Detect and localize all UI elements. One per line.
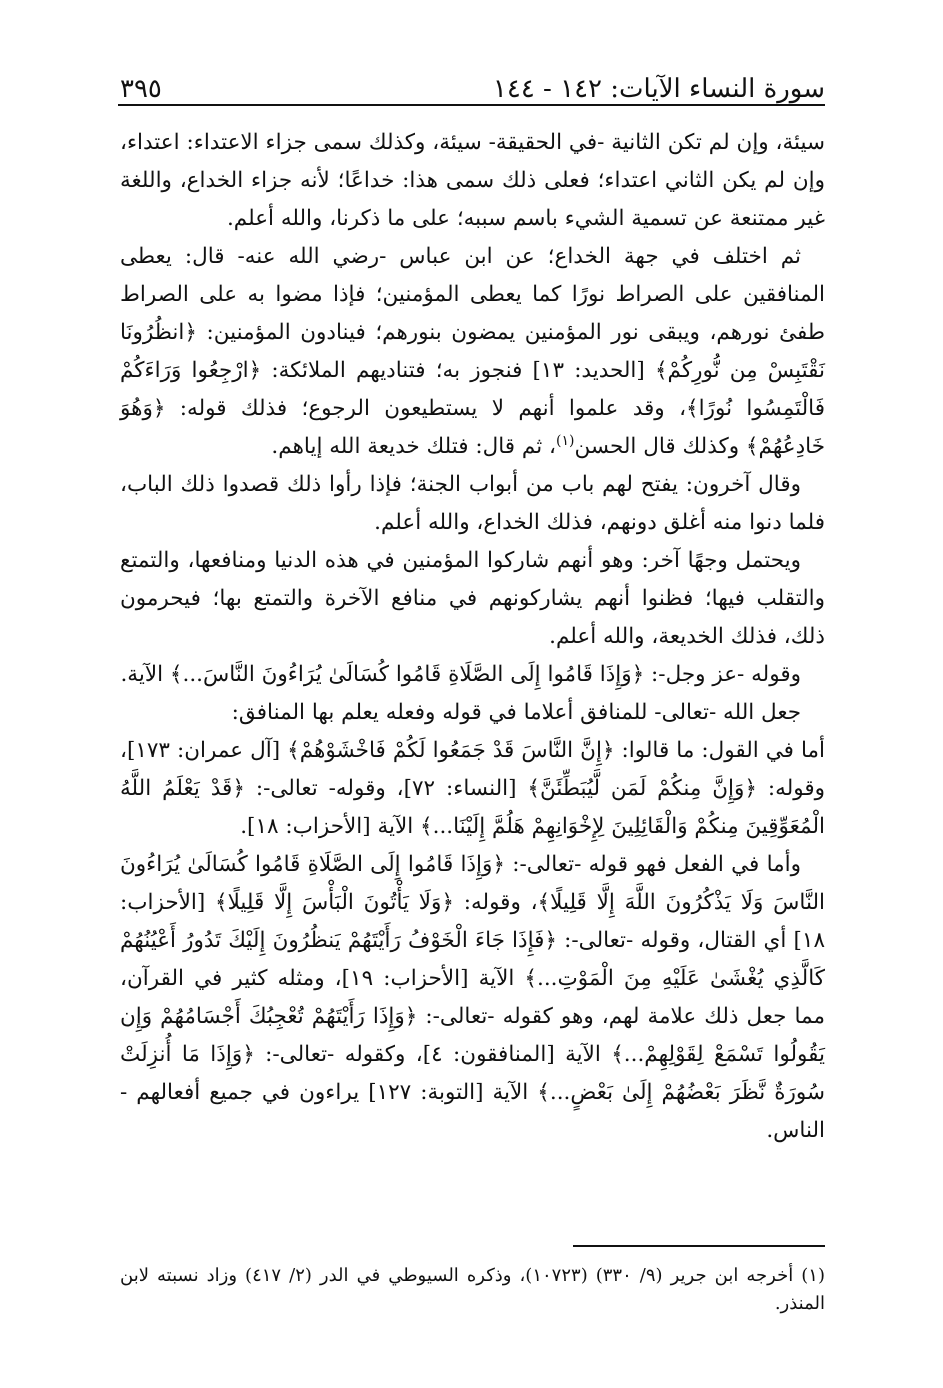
main-text <box>120 124 825 1150</box>
paragraph-2-text: ثم اختلف في جهة الخداع؛ عن ابن عباس -رضي الله عنه- قال: يعطى المنافقين على الصراط نورًا كما يعطى المؤمنين؛ فإذا مضوا به على الصراط طفئ نورهم، ويبقى نور المؤمنين يمضون بنورهم؛ فينادون المؤمنين: ﴿انظُرُونَا نَقْتَبِسْ مِن نُّورِكُمْ﴾ [الحديد: ١٣] فنجوز به؛ فتناديهم الملائكة: ﴿ارْجِعُوا وَرَاءَكُمْ فَالْتَمِسُوا نُورًا﴾، وقد علموا أنهم لا يستطيعون الرجوع؛ فذلك قوله: ﴿وَهُوَ خَادِعُهُمْ﴾ وكذلك قال الحسن <box>120 244 826 459</box>
paragraph-6: جعل الله -تعالى- للمنافق أعلاما في قوله وفعله يعلم بها المنافق: <box>231 700 801 725</box>
paragraph-7: أما في القول: ما قالوا: ﴿إِنَّ النَّاسَ قَدْ جَمَعُوا لَكُمْ فَاخْشَوْهُمْ﴾ [آل عمران: ١٧٣]، وقوله: ﴿وَإِنَّ مِنكُمْ لَمَن لَّيُبَطِّئَنَّ﴾ [النساء: ٧٢]، وقوله- تعالى-: ﴿قَدْ يَعْلَمُ اللَّهُ الْمُعَوِّقِينَ مِنكُمْ وَالْقَائِلِينَ لِإِخْوَانِهِمْ هَلُمَّ إِلَيْنَا...﴾ الآية [الأحزاب: ١٨]. <box>120 738 826 839</box>
paragraph-2 <box>120 238 825 466</box>
page-header <box>120 66 825 106</box>
paragraph-1: سيئة، وإن لم تكن الثانية -في الحقيقة- سيئة، وكذلك سمى جزاء الاعتداء: اعتداء، وإن لم يكن الثاني اعتداء؛ فعلى ذلك سمى هذا: خداعًا؛ لأنه جزاء الخداع، واللغة غير ممتنعة عن تسمية الشيء باسم سببه؛ على ما ذكرنا، والله أعلم. <box>120 130 825 231</box>
running-title: سورة النساء الآيات: ١٤٢ - ١٤٤ <box>492 74 825 104</box>
paragraph-5: وقوله -عز وجل-: ﴿وَإِذَا قَامُوا إِلَى الصَّلَاةِ قَامُوا كُسَالَىٰ يُرَاءُونَ النَّاسَ...﴾ الآية. <box>120 662 801 687</box>
paragraph-4: ويحتمل وجهًا آخر: وهو أنهم شاركوا المؤمنين في هذه الدنيا ومنافعها، والتمتع والتقلب فيها؛ فظنوا أنهم يشاركونهم في منافع الآخرة والتمتع بها؛ فيحرمون ذلك، فذلك الخديعة، والله أعلم. <box>120 548 825 649</box>
paragraph-3: وقال آخرون: يفتح لهم باب من أبواب الجنة؛ فإذا رأوا ذلك قصدوا ذلك الباب، فلما دنوا منه أغلق دونهم، فذلك الخداع، والله أعلم. <box>120 472 825 535</box>
footnote: (١) أخرجه ابن جرير (٩/ ٣٣٠) (١٠٧٢٣)، وذكره السيوطي في الدر (٢/ ٤١٧) وزاد نسبته لابن المنذر. <box>120 1265 825 1314</box>
footnote-reference[interactable]: (١) <box>555 432 575 449</box>
header-divider <box>118 104 825 106</box>
paragraph-2-tail: ، ثم قال: فتلك خديعة الله إياهم. <box>271 434 556 459</box>
paragraph-8: وأما في الفعل فهو قوله -تعالى-: ﴿وَإِذَا قَامُوا إِلَى الصَّلَاةِ قَامُوا كُسَالَىٰ يُرَاءُونَ النَّاسَ وَلَا يَذْكُرُونَ اللَّهَ إِلَّا قَلِيلًا﴾، وقوله: ﴿وَلَا يَأْتُونَ الْبَأْسَ إِلَّا قَلِيلًا﴾ [الأحزاب: ١٨] أي القتال، وقوله -تعالى-: ﴿فَإِذَا جَاءَ الْخَوْفُ رَأَيْتَهُمْ يَنظُرُونَ إِلَيْكَ تَدُورُ أَعْيُنُهُمْ كَالَّذِي يُغْشَىٰ عَلَيْهِ مِنَ الْمَوْتِ...﴾ الآية [الأحزاب: ١٩]، ومثله كثير في القرآن، مما جعل ذلك علامة لهم، وهو كقوله -تعالى-: ﴿وَإِذَا رَأَيْتَهُمْ تُعْجِبُكَ أَجْسَامُهُمْ وَإِن يَقُولُوا تَسْمَعْ لِقَوْلِهِمْ...﴾ الآية [المنافقون: ٤]، وكقوله -تعالى-: ﴿وَإِذَا مَا أُنزِلَتْ سُورَةٌ نَّظَرَ بَعْضُهُمْ إِلَىٰ بَعْضٍ...﴾ الآية [التوبة: ١٢٧] يراءون في جميع أفعالهم - الناس. <box>120 852 825 1143</box>
footnote-divider <box>573 1245 825 1247</box>
page-number: ٣٩٥ <box>120 74 162 104</box>
